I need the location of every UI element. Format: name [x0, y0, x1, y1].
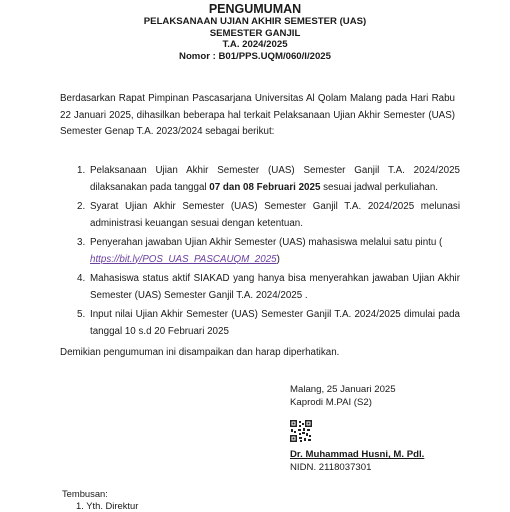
- intro-paragraph: Berdasarkan Rapat Pimpinan Pascasarjana Universitas Al Qolam Malang pada Hari Rabu 22 Januari 2025, dihasilkan beberapa hal terkait Pelaksanaan Ujian Akhir Semester (UAS) Semester Genap T.A. 2023/2024 sebagai berikut:: [60, 93, 455, 137]
- list-item-number: 5.: [77, 309, 86, 320]
- submission-link[interactable]: https://bit.ly/POS_UAS_PASCAUQM_2025: [90, 253, 277, 265]
- qr-code-icon: [290, 420, 312, 442]
- cc-label: Tembusan:: [62, 488, 108, 499]
- carbon-copy: [62, 488, 138, 512]
- document-subtitle-1: PELAKSANAAN UJIAN AKHIR SEMESTER (UAS): [143, 16, 367, 27]
- document-number: Nomor : B01/PPS.UQM/060/I/2025: [179, 50, 331, 62]
- list-item: [60, 307, 460, 340]
- academic-year: T.A. 2024/2025: [222, 39, 288, 50]
- list-item-text: Syarat Ujian Akhir Semester (UAS) Semester Ganjil T.A. 2024/2025 melunasi administrasi keuangan sesuai dengan ketentuan.: [90, 201, 460, 229]
- cc-item: 1. Yth. Direktur: [76, 500, 139, 511]
- signer-block: [290, 448, 424, 474]
- list-item-text: Input nilai Ujian Akhir Semester (UAS) Semester Ganjil T.A. 2024/2025 dimulai pada tanggal 10 s.d 20 Februari 2025: [90, 309, 460, 337]
- announcement-list: [60, 163, 460, 343]
- document-title: PENGUMUMAN: [208, 2, 302, 16]
- list-item: [60, 163, 460, 196]
- list-item-text: Mahasiswa status aktif SIAKAD yang hanya bisa menyerahkan jawaban Ujian Akhir Semester (UAS) Semester Ganjil T.A. 2024/2025 .: [90, 273, 460, 301]
- signer-name: Dr. Muhammad Husni, M. Pdl.: [290, 449, 425, 460]
- signer-position: Kaprodi M.PAI (S2): [290, 397, 372, 408]
- exam-dates: 07 dan 08 Februari 2025: [209, 181, 321, 193]
- closing-statement: Demikian pengumuman ini disampaikan dan harap diperhatikan.: [60, 347, 340, 358]
- list-item-text: Penyerahan jawaban Ujian Akhir Semester (UAS) mahasiswa melalui satu pintu (: [90, 237, 443, 248]
- signature-block: [290, 383, 396, 409]
- list-item-text: Pelaksanaan Ujian Akhir Semester (UAS) Semester Ganjil T.A. 2024/2025 dilaksanakan pada tanggal: [90, 165, 460, 193]
- list-item: [60, 199, 460, 232]
- list-item-text-end: sesuai jadwal perkuliahan.: [320, 181, 439, 193]
- list-item-text-end: ): [276, 253, 280, 265]
- list-item: [60, 235, 460, 268]
- list-item-number: 2.: [77, 201, 86, 212]
- document-header: [0, 2, 510, 62]
- signer-nidn: NIDN. 2118037301: [290, 462, 372, 473]
- place-date: Malang, 25 Januari 2025: [290, 384, 396, 395]
- list-item: [60, 271, 460, 304]
- list-item-number: 3.: [77, 237, 86, 248]
- list-item-number: 4.: [77, 273, 86, 284]
- list-item-number: 1.: [77, 165, 86, 176]
- document-subtitle-2: SEMESTER GANJIL: [209, 27, 301, 39]
